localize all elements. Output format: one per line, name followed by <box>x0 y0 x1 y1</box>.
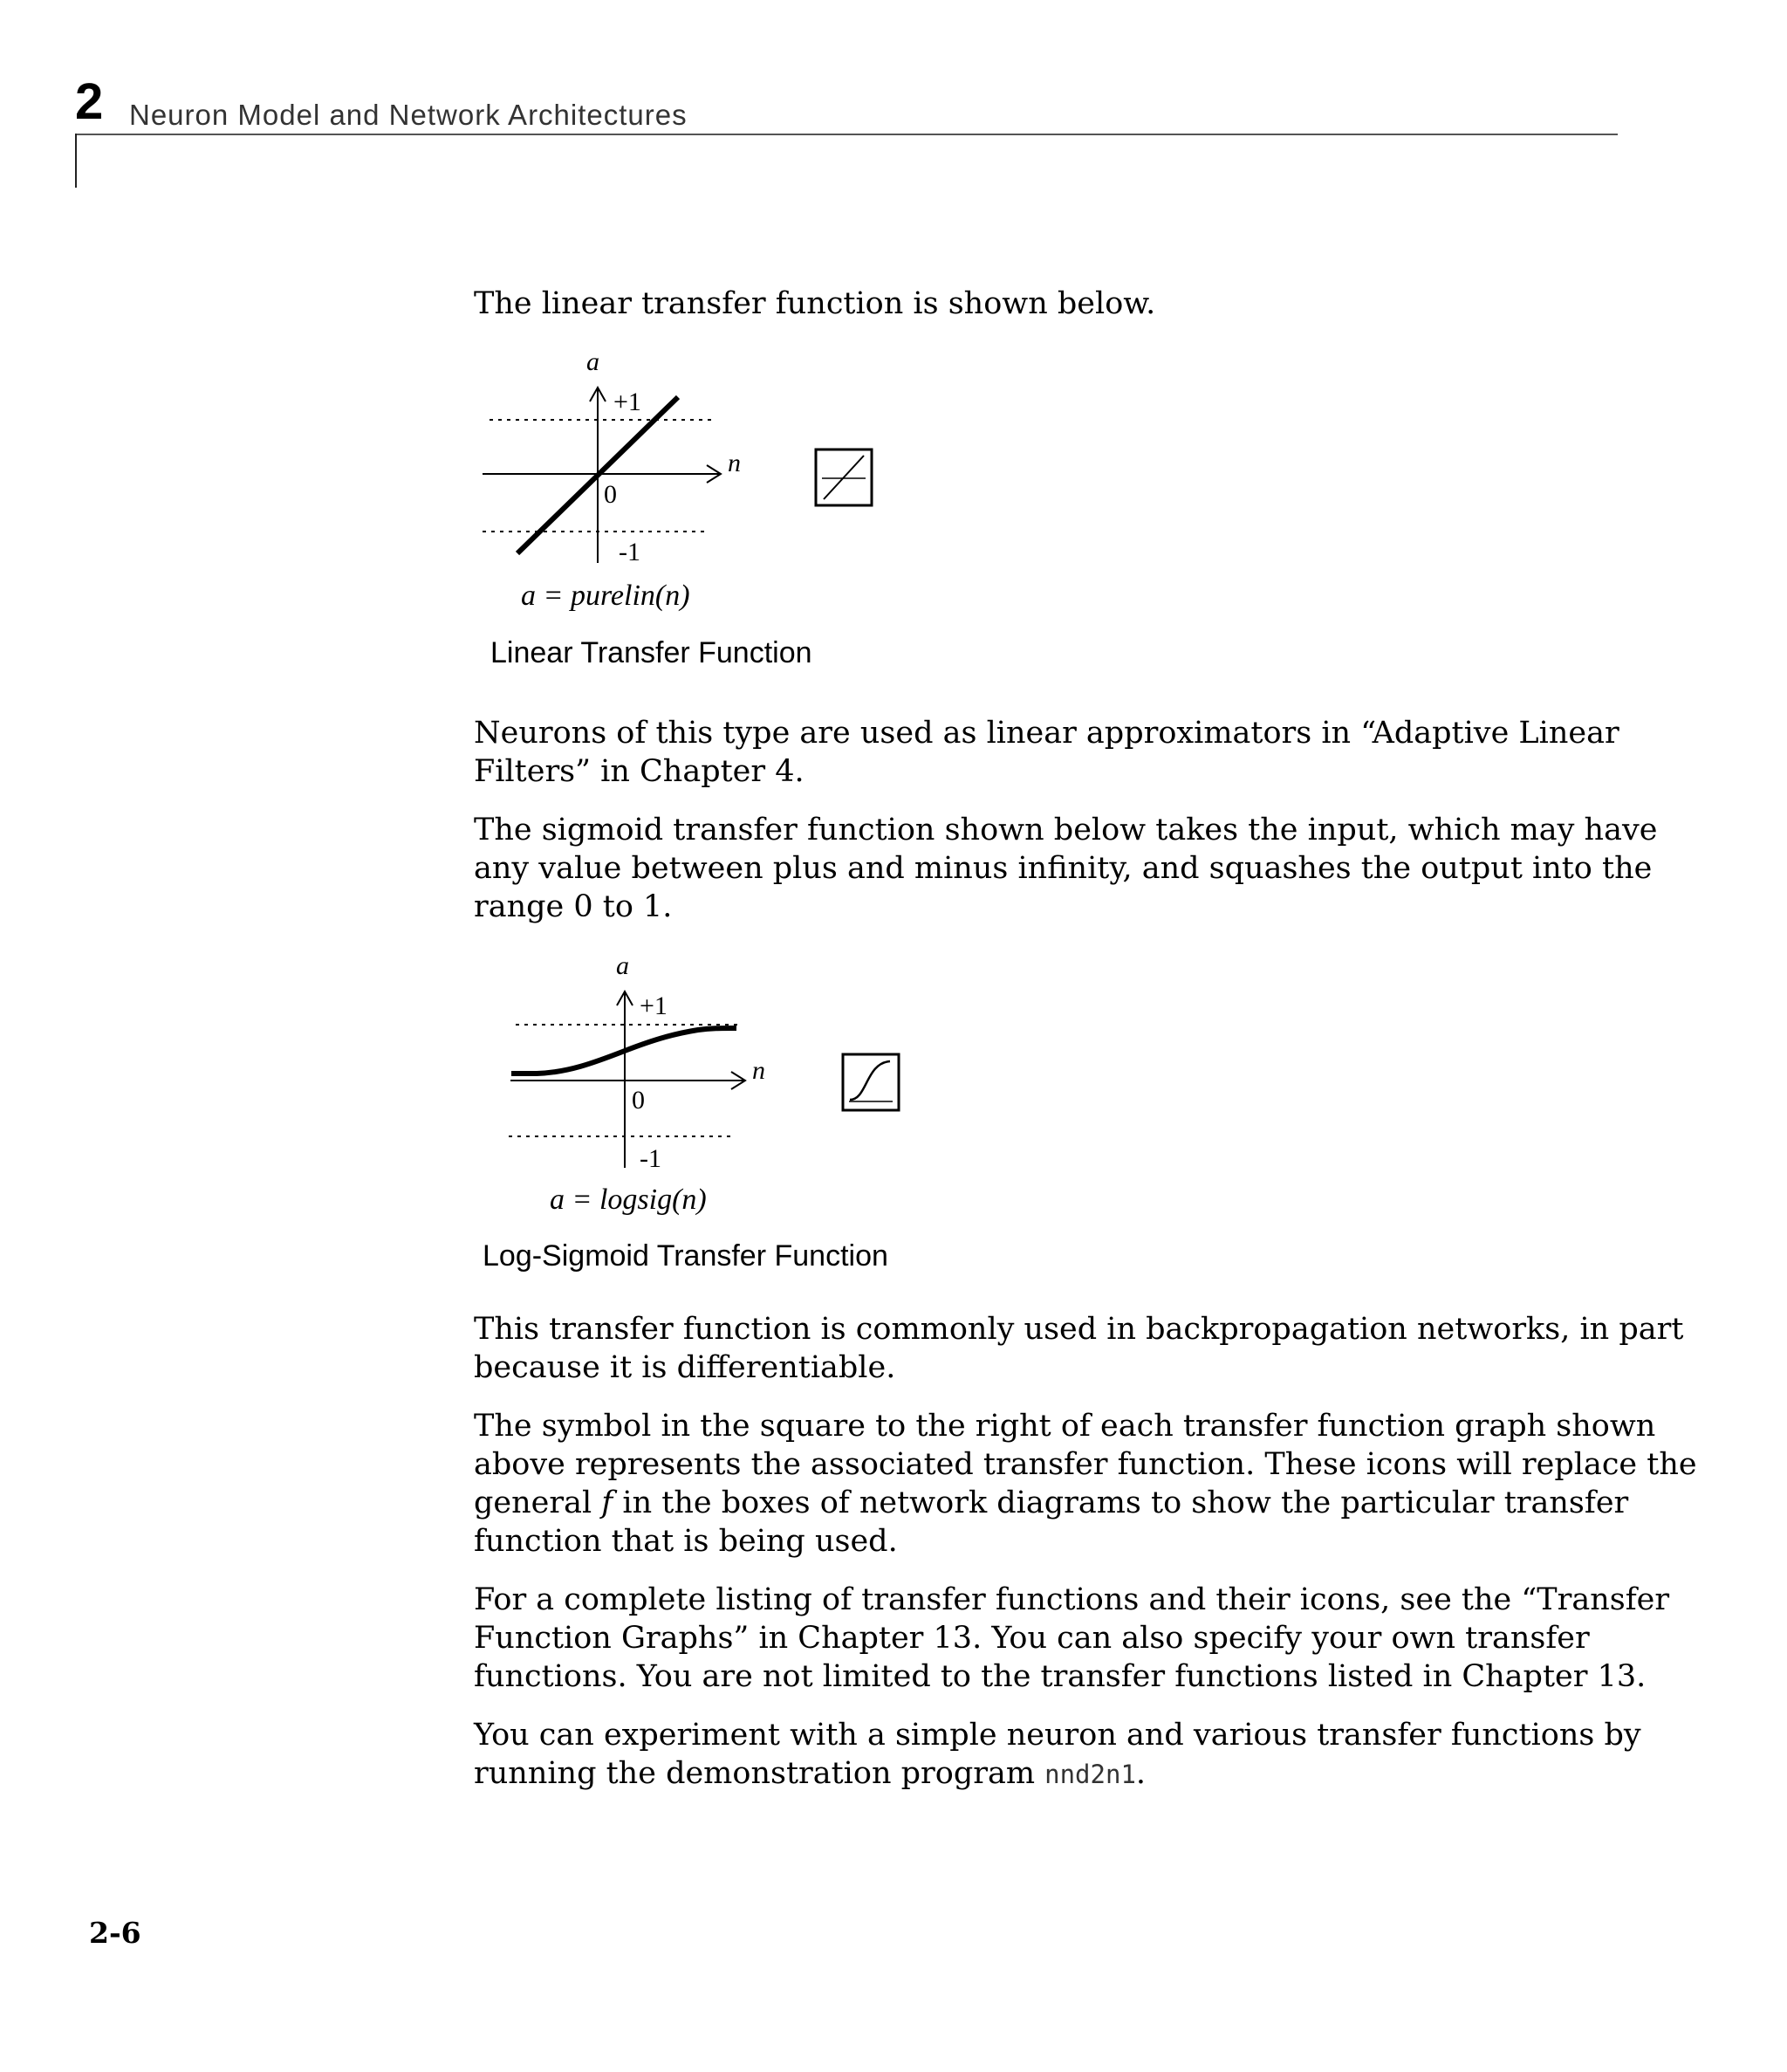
paragraph-sigmoid-use <box>474 1310 1684 1387</box>
linear-figure-caption: Linear Transfer Function <box>490 636 812 669</box>
text-line: The linear transfer function is shown below. <box>474 286 1156 321</box>
chapter-number: 2 <box>75 73 104 130</box>
text-segment: general <box>474 1485 602 1520</box>
text-line: functions. You are not limited to the transfer functions listed in Chapter 13. <box>474 1659 1647 1694</box>
linear-y-axis-label: a <box>586 347 599 376</box>
text-segment: running the demonstration program <box>474 1756 1045 1791</box>
text-line: Function Graphs” in Chapter 13. You can also specify your own transfer <box>474 1621 1590 1656</box>
sigmoid-x-axis-label: n <box>752 1056 765 1085</box>
linear-origin-label: 0 <box>604 480 617 509</box>
paragraph-icon-explanation <box>474 1407 1697 1561</box>
linear-upper-tick-label: +1 <box>613 388 641 416</box>
sigmoid-figure-caption: Log-Sigmoid Transfer Function <box>483 1239 888 1273</box>
text-line: because it is differentiable. <box>474 1350 896 1385</box>
demo-program-name: nnd2n1 <box>1044 1760 1136 1789</box>
text-line: For a complete listing of transfer functions and their icons, see the “Transfer <box>474 1582 1670 1617</box>
paragraph-demonstration <box>474 1716 1641 1794</box>
linear-x-axis-label: n <box>728 449 741 477</box>
text-line: any value between plus and minus infinity, and squashes the output into the <box>474 851 1653 886</box>
sigmoid-equation: a = logsig(n) <box>550 1184 707 1216</box>
text-segment: . <box>1135 1756 1147 1791</box>
text-line: Neurons of this type are used as linear approximators in “Adaptive Linear <box>474 716 1619 751</box>
text-line: This transfer function is commonly used in backpropagation networks, in part <box>474 1312 1684 1347</box>
text-line: above represents the associated transfer function. These icons will replace the <box>474 1447 1697 1482</box>
sigmoid-lower-tick-label: -1 <box>640 1144 661 1173</box>
linear-lower-tick-label: -1 <box>619 538 640 566</box>
text-line: function that is being used. <box>474 1524 898 1559</box>
sigmoid-origin-label: 0 <box>632 1086 645 1115</box>
text-line: Filters” in Chapter 4. <box>474 754 804 789</box>
page-number: 2-6 <box>89 1916 141 1950</box>
sigmoid-y-axis-label: a <box>616 951 629 980</box>
function-symbol: f <box>601 1485 613 1520</box>
text-line: You can experiment with a simple neuron and various transfer functions by <box>474 1718 1641 1753</box>
text-line: The symbol in the square to the right of each transfer function graph shown <box>474 1409 1656 1444</box>
chapter-title: Neuron Model and Network Architectures <box>129 99 688 131</box>
paragraph-complete-listing <box>474 1581 1670 1696</box>
linear-equation: a = purelin(n) <box>521 580 690 612</box>
sigmoid-upper-tick-label: +1 <box>640 991 668 1020</box>
text-segment: in the boxes of network diagrams to show the particular transfer <box>613 1485 1629 1520</box>
text-line: The sigmoid transfer function shown below takes the input, which may have <box>474 813 1658 847</box>
sigmoid-transfer-icon <box>843 1054 899 1110</box>
text-line: range 0 to 1. <box>474 889 673 924</box>
